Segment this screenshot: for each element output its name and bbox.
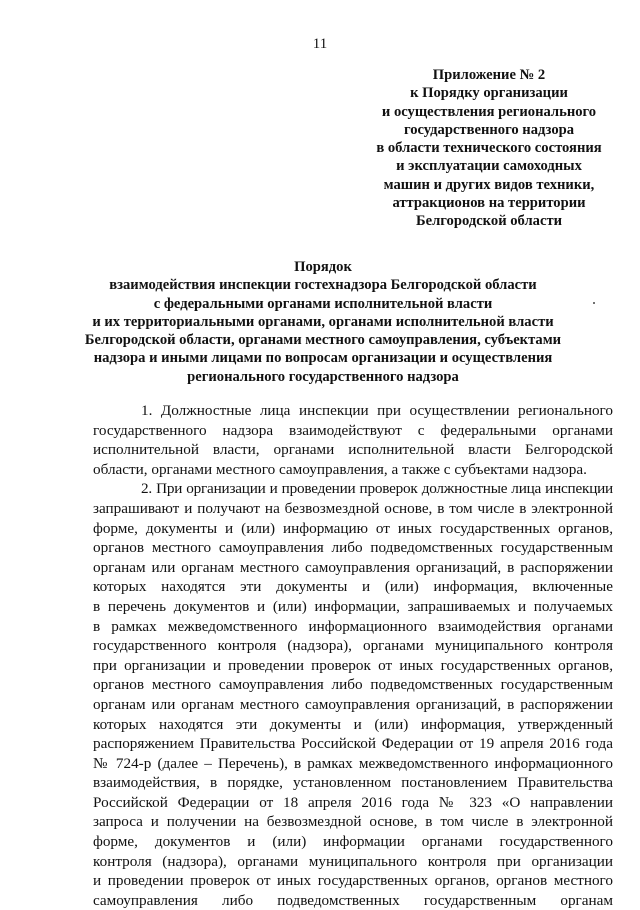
title-line: с федеральными органами исполнительной власти: [153, 295, 493, 312]
appendix-line: и эксплуатации самоходных: [396, 158, 582, 175]
paragraph-2-line: запрашивают и получают на безвозмездной основе, в том числе в электронной: [93, 499, 613, 517]
paragraph-1-line: исполнительной власти, органами исполнительной власти Белгородской: [93, 441, 613, 459]
paragraph-1-line: области, органами местного самоуправления, а также с субъектами надзора.: [93, 460, 587, 478]
paragraph-2-line: государственного контроля (надзора), органами муниципального контроля: [93, 637, 613, 655]
appendix-line: государственного надзора: [403, 121, 575, 138]
title-line: и их территориальными органами, органами исполнительной власти: [92, 313, 554, 330]
paragraph-2-line: № 724-р (далее – Перечень), в рамках межведомственного информационного: [93, 754, 613, 772]
paragraph-2-line: в перечень документов и (или) информации, запрашиваемых и получаемых: [93, 597, 613, 615]
document-title: [80, 258, 566, 386]
appendix-line: к Порядку организации: [410, 85, 568, 102]
appendix-line: машин и других видов техники,: [383, 176, 595, 193]
paragraph-2-line: при организации и проведении проверок от иных государственных органов,: [93, 656, 613, 674]
paragraph-2-line: Российской Федерации от 18 апреля 2016 года № 323 «О направлении: [93, 793, 613, 811]
paragraph-1-line: государственного надзора взаимодействуют с федеральными органами: [93, 421, 613, 439]
paragraph-2-line: которых находятся эти документы и (или) информация, включенные: [93, 578, 613, 596]
title-line: взаимодействия инспекции гостехнадзора Белгородской области: [109, 277, 537, 294]
paragraph-2-line: органов местного самоуправления либо подведомственных государственным: [93, 539, 613, 557]
appendix-line: Приложение № 2: [432, 67, 546, 83]
appendix-line: Белгородской области: [415, 213, 563, 230]
appendix-line: в области технического состояния: [376, 140, 602, 157]
title-line: регионального государственного надзора: [187, 368, 459, 385]
paragraph-1-line: 1. Должностные лица инспекции при осуществлении регионального: [141, 402, 613, 419]
body-text: [93, 401, 613, 910]
title-line: Порядок: [294, 259, 352, 275]
paragraph-2-line: контроля (надзора), органами муниципального контроля при организации: [93, 852, 613, 870]
paragraph-2-line: органам или органам местного самоуправления организаций, в распоряжении: [93, 558, 613, 576]
paragraph-2-line: которых находятся эти документы и (или) информация, утвержденный: [93, 715, 613, 733]
paragraph-2-line: и проведении проверок от иных государственных органов, органов местного: [93, 872, 613, 890]
appendix-header: [360, 66, 618, 231]
page-number: 11: [312, 36, 328, 52]
paragraph-2-line: органам или органам местного самоуправления организаций, в распоряжении: [93, 695, 613, 713]
appendix-line: аттракционов на территории: [392, 195, 586, 212]
paragraph-2-line: запроса и получении на безвозмездной основе, в том числе в электронной: [93, 813, 613, 831]
paragraph-2-line: 2. При организации и проведении проверок должностные лица инспекции: [141, 480, 613, 498]
paragraph-2-line: форме, документы и (или) информацию от иных государственных органов,: [93, 519, 613, 537]
paragraph-2-line: органов местного самоуправления либо подведомственных государственным: [93, 676, 613, 694]
paragraph-2-line: распоряжением Правительства Российской Федерации от 19 апреля 2016 года: [93, 735, 613, 753]
paragraph-2-line: взаимодействия, в порядке, установленном постановлением Правительства: [93, 774, 613, 792]
title-line: Белгородской области, органами местного самоуправления, субъектами: [84, 332, 562, 349]
title-line: надзора и иными лицами по вопросам организации и осуществления: [93, 350, 553, 367]
paragraph-2-line: самоуправления либо подведомственных государственным органам: [93, 891, 613, 909]
scan-speck: [593, 302, 595, 304]
paragraph-2-line: форме, документов и (или) информации органами государственного: [93, 833, 613, 851]
paragraph-2-line: в рамках межведомственного информационного взаимодействия органами: [93, 617, 613, 635]
appendix-line: и осуществления регионального: [381, 103, 597, 120]
